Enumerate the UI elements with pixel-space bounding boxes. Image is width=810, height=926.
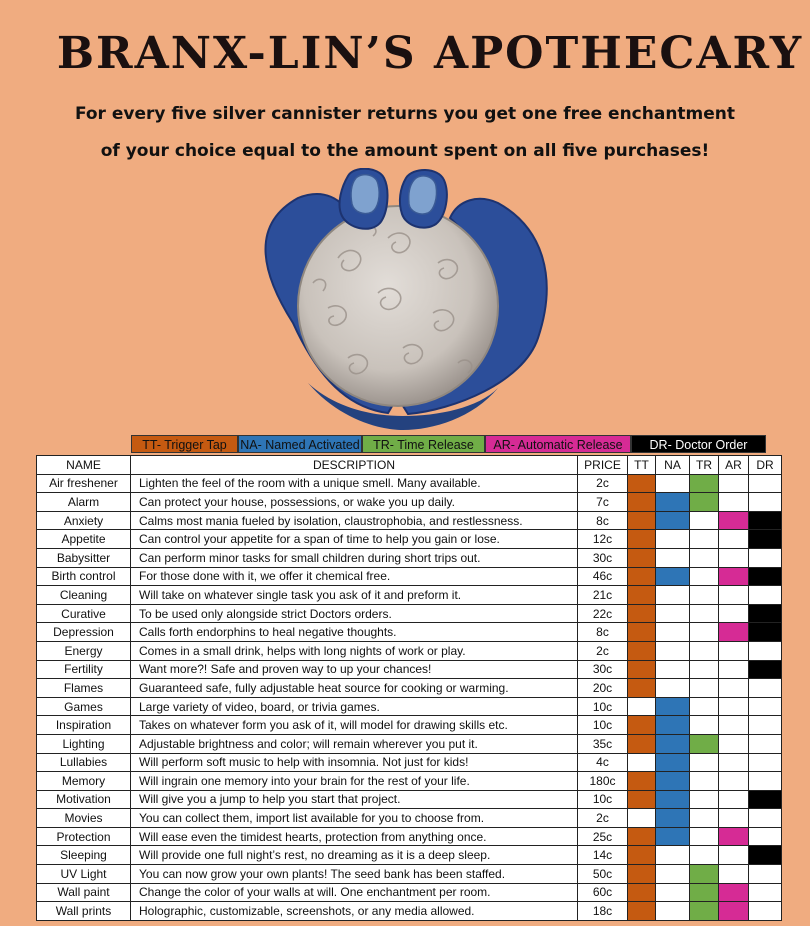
row-description: Will take on whatever single task you ask of it and preform it.	[131, 586, 578, 605]
row-price: 180c	[578, 772, 628, 791]
row-flag-tt	[628, 660, 656, 679]
legend-tr: TR- Time Release	[362, 435, 485, 453]
row-flag-ar	[719, 586, 749, 605]
row-price: 2c	[578, 641, 628, 660]
row-price: 21c	[578, 586, 628, 605]
column-header-na: NA	[656, 456, 690, 475]
row-flag-na	[656, 641, 690, 660]
row-description: For those done with it, we offer it chemical free.	[131, 567, 578, 586]
row-flag-dr	[749, 790, 782, 809]
row-flag-tt	[628, 511, 656, 530]
row-flag-na	[656, 567, 690, 586]
row-flag-ar	[719, 846, 749, 865]
row-description: Can perform minor tasks for small children during short trips out.	[131, 548, 578, 567]
row-flag-ar	[719, 511, 749, 530]
row-flag-tt	[628, 790, 656, 809]
row-name: Motivation	[37, 790, 131, 809]
row-description: Can protect your house, possessions, or wake you up daily.	[131, 493, 578, 512]
row-flag-tt	[628, 753, 656, 772]
table-row	[37, 865, 782, 884]
row-flag-tt	[628, 530, 656, 549]
row-flag-ar	[719, 827, 749, 846]
row-flag-na	[656, 679, 690, 698]
row-name: Air freshener	[37, 474, 131, 493]
row-flag-tr	[690, 530, 719, 549]
row-price: 4c	[578, 753, 628, 772]
row-flag-tt	[628, 493, 656, 512]
row-price: 10c	[578, 716, 628, 735]
row-flag-ar	[719, 883, 749, 902]
row-flag-tr	[690, 790, 719, 809]
row-price: 50c	[578, 865, 628, 884]
row-description: Will perform soft music to help with insomnia. Not just for kids!	[131, 753, 578, 772]
legend	[131, 435, 766, 453]
row-flag-dr	[749, 641, 782, 660]
enchantment-table	[36, 455, 782, 921]
row-flag-dr	[749, 623, 782, 642]
row-flag-tt	[628, 827, 656, 846]
row-flag-tt	[628, 716, 656, 735]
row-flag-tr	[690, 753, 719, 772]
row-description: Will give you a jump to help you start that project.	[131, 790, 578, 809]
column-header-ar: AR	[719, 456, 749, 475]
row-flag-na	[656, 772, 690, 791]
row-flag-na	[656, 790, 690, 809]
table-row	[37, 511, 782, 530]
row-flag-ar	[719, 734, 749, 753]
row-flag-tt	[628, 679, 656, 698]
row-flag-dr	[749, 548, 782, 567]
row-price: 20c	[578, 679, 628, 698]
table-row	[37, 604, 782, 623]
row-flag-na	[656, 697, 690, 716]
column-header-tt: TT	[628, 456, 656, 475]
row-description: Calls forth endorphins to heal negative thoughts.	[131, 623, 578, 642]
row-flag-dr	[749, 474, 782, 493]
row-flag-dr	[749, 902, 782, 921]
row-flag-tr	[690, 697, 719, 716]
row-flag-tt	[628, 567, 656, 586]
row-name: Flames	[37, 679, 131, 698]
row-name: Memory	[37, 772, 131, 791]
row-flag-tr	[690, 474, 719, 493]
table-row	[37, 809, 782, 828]
row-flag-tt	[628, 586, 656, 605]
row-name: Games	[37, 697, 131, 716]
row-description: Change the color of your walls at will. One enchantment per room.	[131, 883, 578, 902]
row-flag-dr	[749, 865, 782, 884]
row-flag-tt	[628, 474, 656, 493]
column-header-price: PRICE	[578, 456, 628, 475]
row-flag-na	[656, 716, 690, 735]
row-flag-tr	[690, 679, 719, 698]
column-header-dr: DR	[749, 456, 782, 475]
row-flag-dr	[749, 660, 782, 679]
row-price: 14c	[578, 846, 628, 865]
row-description: Holographic, customizable, screenshots, or any media allowed.	[131, 902, 578, 921]
row-flag-tr	[690, 660, 719, 679]
row-price: 10c	[578, 697, 628, 716]
silver-canister-illustration	[238, 168, 568, 433]
table-row	[37, 623, 782, 642]
row-flag-tt	[628, 697, 656, 716]
row-flag-tr	[690, 586, 719, 605]
row-flag-tt	[628, 734, 656, 753]
row-flag-ar	[719, 865, 749, 884]
row-name: Lighting	[37, 734, 131, 753]
table-header-row	[37, 456, 782, 475]
table-row	[37, 493, 782, 512]
row-price: 10c	[578, 790, 628, 809]
row-name: Inspiration	[37, 716, 131, 735]
row-flag-dr	[749, 809, 782, 828]
table-row	[37, 883, 782, 902]
table-row	[37, 641, 782, 660]
row-flag-na	[656, 474, 690, 493]
row-flag-dr	[749, 734, 782, 753]
row-name: Fertility	[37, 660, 131, 679]
row-flag-dr	[749, 586, 782, 605]
column-header-description: DESCRIPTION	[131, 456, 578, 475]
row-flag-dr	[749, 753, 782, 772]
row-flag-tt	[628, 548, 656, 567]
row-description: Takes on whatever form you ask of it, will model for drawing skills etc.	[131, 716, 578, 735]
row-price: 46c	[578, 567, 628, 586]
row-flag-na	[656, 548, 690, 567]
row-flag-dr	[749, 846, 782, 865]
table-row	[37, 753, 782, 772]
legend-tt: TT- Trigger Tap	[131, 435, 238, 453]
row-name: Energy	[37, 641, 131, 660]
row-description: Adjustable brightness and color; will remain wherever you put it.	[131, 734, 578, 753]
row-name: Cleaning	[37, 586, 131, 605]
row-flag-ar	[719, 697, 749, 716]
row-name: Curative	[37, 604, 131, 623]
tagline-line-1: For every five silver cannister returns you get one free enchantment	[74, 104, 736, 124]
row-flag-tt	[628, 604, 656, 623]
row-flag-tr	[690, 623, 719, 642]
row-flag-tr	[690, 846, 719, 865]
row-name: Alarm	[37, 493, 131, 512]
row-flag-ar	[719, 567, 749, 586]
row-description: To be used only alongside strict Doctors orders.	[131, 604, 578, 623]
row-price: 35c	[578, 734, 628, 753]
column-header-name: NAME	[37, 456, 131, 475]
row-flag-tr	[690, 827, 719, 846]
row-flag-dr	[749, 530, 782, 549]
row-flag-dr	[749, 883, 782, 902]
row-description: Calms most mania fueled by isolation, claustrophobia, and restlessness.	[131, 511, 578, 530]
row-flag-dr	[749, 772, 782, 791]
row-name: Wall prints	[37, 902, 131, 921]
row-flag-na	[656, 883, 690, 902]
row-flag-tt	[628, 809, 656, 828]
row-price: 8c	[578, 623, 628, 642]
row-flag-na	[656, 846, 690, 865]
row-price: 7c	[578, 493, 628, 512]
row-flag-tt	[628, 902, 656, 921]
row-price: 2c	[578, 474, 628, 493]
row-flag-na	[656, 734, 690, 753]
row-name: Depression	[37, 623, 131, 642]
row-flag-na	[656, 493, 690, 512]
row-name: Birth control	[37, 567, 131, 586]
row-flag-tr	[690, 772, 719, 791]
row-flag-na	[656, 827, 690, 846]
row-flag-dr	[749, 697, 782, 716]
row-flag-ar	[719, 604, 749, 623]
table-row	[37, 772, 782, 791]
row-description: Will ease even the timidest hearts, protection from anything once.	[131, 827, 578, 846]
row-description: Can control your appetite for a span of time to help you gain or lose.	[131, 530, 578, 549]
row-flag-tr	[690, 883, 719, 902]
row-flag-ar	[719, 679, 749, 698]
row-flag-na	[656, 530, 690, 549]
row-description: Large variety of video, board, or trivia games.	[131, 697, 578, 716]
table-row	[37, 567, 782, 586]
row-flag-tr	[690, 567, 719, 586]
row-flag-tt	[628, 865, 656, 884]
row-flag-na	[656, 586, 690, 605]
row-flag-tr	[690, 493, 719, 512]
row-price: 18c	[578, 902, 628, 921]
row-flag-ar	[719, 790, 749, 809]
row-flag-na	[656, 902, 690, 921]
row-flag-dr	[749, 511, 782, 530]
row-description: You can collect them, import list available for you to choose from.	[131, 809, 578, 828]
row-flag-tt	[628, 641, 656, 660]
row-flag-ar	[719, 548, 749, 567]
tagline-line-2: of your choice equal to the amount spent on all five purchases!	[100, 141, 710, 161]
row-flag-dr	[749, 827, 782, 846]
table-row	[37, 697, 782, 716]
row-flag-ar	[719, 753, 749, 772]
row-price: 25c	[578, 827, 628, 846]
row-flag-na	[656, 809, 690, 828]
row-price: 30c	[578, 660, 628, 679]
row-name: Babysitter	[37, 548, 131, 567]
row-description: You can now grow your own plants! The seed bank has been staffed.	[131, 865, 578, 884]
row-flag-ar	[719, 716, 749, 735]
row-name: UV Light	[37, 865, 131, 884]
row-flag-na	[656, 865, 690, 884]
row-flag-dr	[749, 604, 782, 623]
table-row	[37, 474, 782, 493]
row-flag-tr	[690, 511, 719, 530]
table-row	[37, 548, 782, 567]
legend-dr: DR- Doctor Order	[631, 435, 766, 453]
legend-ar: AR- Automatic Release	[485, 435, 631, 453]
row-flag-na	[656, 604, 690, 623]
row-price: 30c	[578, 548, 628, 567]
table-row	[37, 846, 782, 865]
row-flag-ar	[719, 772, 749, 791]
row-description: Guaranteed safe, fully adjustable heat source for cooking or warming.	[131, 679, 578, 698]
row-name: Appetite	[37, 530, 131, 549]
row-flag-ar	[719, 623, 749, 642]
row-description: Will ingrain one memory into your brain for the rest of your life.	[131, 772, 578, 791]
row-price: 8c	[578, 511, 628, 530]
table-row	[37, 790, 782, 809]
row-description: Lighten the feel of the room with a unique smell. Many available.	[131, 474, 578, 493]
row-flag-tt	[628, 772, 656, 791]
table-row	[37, 902, 782, 921]
row-flag-ar	[719, 809, 749, 828]
row-flag-na	[656, 753, 690, 772]
row-flag-tr	[690, 734, 719, 753]
row-flag-dr	[749, 679, 782, 698]
row-description: Want more?! Safe and proven way to up your chances!	[131, 660, 578, 679]
row-flag-na	[656, 511, 690, 530]
row-name: Movies	[37, 809, 131, 828]
row-description: Comes in a small drink, helps with long nights of work or play.	[131, 641, 578, 660]
row-flag-tr	[690, 641, 719, 660]
row-flag-tr	[690, 716, 719, 735]
row-flag-dr	[749, 567, 782, 586]
row-flag-tr	[690, 604, 719, 623]
row-flag-ar	[719, 641, 749, 660]
row-flag-ar	[719, 902, 749, 921]
row-flag-ar	[719, 660, 749, 679]
row-price: 12c	[578, 530, 628, 549]
row-flag-ar	[719, 474, 749, 493]
row-flag-na	[656, 623, 690, 642]
row-flag-dr	[749, 716, 782, 735]
row-price: 2c	[578, 809, 628, 828]
table-row	[37, 827, 782, 846]
row-name: Sleeping	[37, 846, 131, 865]
row-flag-tt	[628, 883, 656, 902]
row-flag-tr	[690, 548, 719, 567]
row-flag-ar	[719, 530, 749, 549]
legend-na: NA- Named Activated	[238, 435, 362, 453]
page-title: BRANX-LIN’S APOTHECARY	[56, 28, 804, 79]
row-name: Wall paint	[37, 883, 131, 902]
table-row	[37, 660, 782, 679]
row-flag-dr	[749, 493, 782, 512]
table-row	[37, 586, 782, 605]
table-row	[37, 716, 782, 735]
row-name: Protection	[37, 827, 131, 846]
row-name: Lullabies	[37, 753, 131, 772]
table-row	[37, 530, 782, 549]
row-price: 22c	[578, 604, 628, 623]
row-flag-tt	[628, 623, 656, 642]
row-flag-tt	[628, 846, 656, 865]
row-flag-tr	[690, 809, 719, 828]
table-row	[37, 679, 782, 698]
row-description: Will provide one full night’s rest, no dreaming as it is a deep sleep.	[131, 846, 578, 865]
row-name: Anxiety	[37, 511, 131, 530]
row-flag-na	[656, 660, 690, 679]
row-flag-tr	[690, 865, 719, 884]
row-price: 60c	[578, 883, 628, 902]
column-header-tr: TR	[690, 456, 719, 475]
row-flag-ar	[719, 493, 749, 512]
row-flag-tr	[690, 902, 719, 921]
table-row	[37, 734, 782, 753]
